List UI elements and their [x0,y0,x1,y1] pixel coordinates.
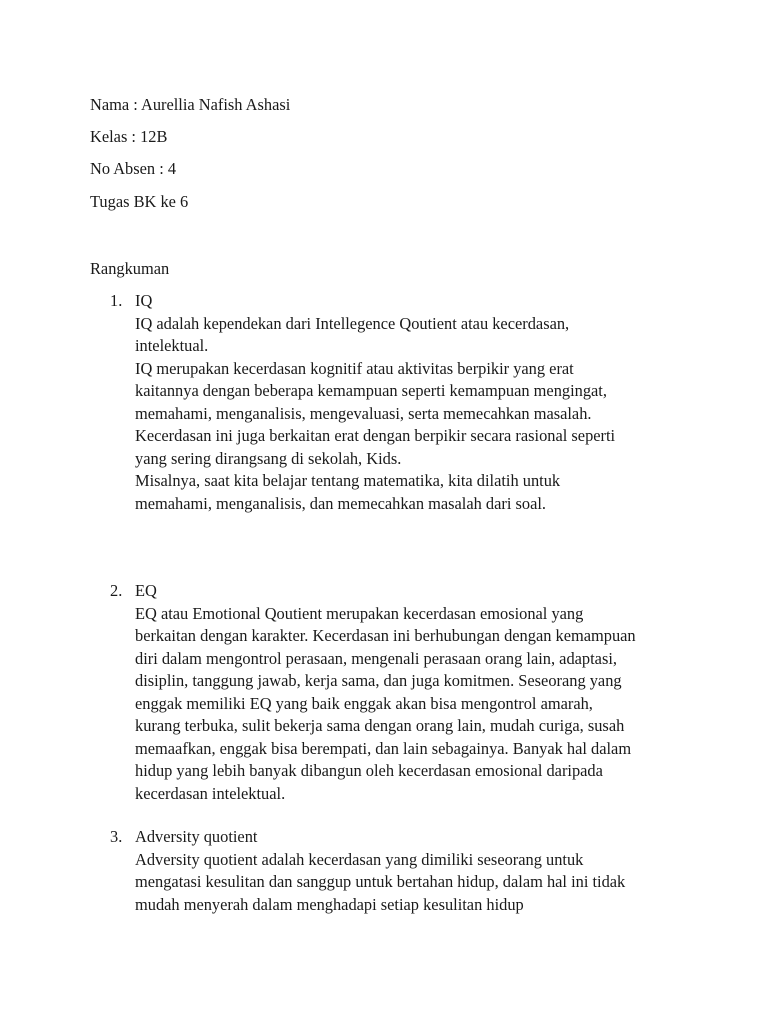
body-line: memahami, menganalisis, dan memecahkan masalah dari soal. [135,493,546,513]
body-line: IQ adalah kependekan dari Intellegence Qoutient atau kecerdasan, [135,313,570,333]
section-heading: IQ [135,291,153,310]
section-number: 2. [110,581,123,600]
section-number: 1. [110,291,123,310]
body-line: Kecerdasan ini juga berkaitan erat dengan berpikir secara rasional seperti [135,426,616,445]
section-body [135,603,636,806]
body-line: diri dalam mengontrol perasaan, mengenali perasaan orang lain, adaptasi, [135,648,617,668]
body-line: Misalnya, saat kita belajar tentang matematika, kita dilatih untuk [135,471,561,490]
body-line: intelektual. [135,336,209,355]
body-line: kaitannya dengan beberapa kemampuan seperti kemampuan mengingat, [135,381,607,400]
student-class: Kelas : 12B [90,127,168,146]
section-body [135,313,615,516]
body-line: berkaitan dengan karakter. Kecerdasan ini berhubungan dengan kemampuan [135,626,636,645]
assignment-title: Tugas BK ke 6 [90,192,189,211]
body-line: mengatasi kesulitan dan sanggup untuk bertahan hidup, dalam hal ini tidak [135,872,626,891]
section-heading: Adversity quotient [135,827,258,846]
section-number: 3. [110,827,123,846]
body-line: kurang terbuka, sulit bekerja sama dengan orang lain, mudah curiga, susah [135,716,625,735]
body-line: hidup yang lebih banyak dibangun oleh kecerdasan emosional daripada [135,761,603,780]
body-line: EQ atau Emotional Qoutient merupakan kecerdasan emosional yang [135,603,584,623]
body-line: mudah menyerah dalam menghadapi setiap kesulitan hidup [135,894,524,914]
body-line: enggak memiliki EQ yang baik enggak akan bisa mengontrol amarah, [135,693,593,713]
summary-heading: Rangkuman [90,259,170,278]
student-name: Nama : Aurellia Nafish Ashasi [90,95,291,114]
body-line: IQ merupakan kecerdasan kognitif atau aktivitas berpikir yang erat [135,358,574,378]
body-line: Adversity quotient adalah kecerdasan yang dimiliki seseorang untuk [135,849,584,869]
section-heading: EQ [135,581,157,600]
body-line: memahami, menganalisis, mengevaluasi, serta memecahkan masalah. [135,403,592,423]
body-line: yang sering dirangsang di sekolah, Kids. [135,448,402,468]
section-body [135,849,625,917]
body-line: memaafkan, enggak bisa berempati, dan lain sebagainya. Banyak hal dalam [135,738,632,758]
student-absence-number: No Absen : 4 [90,159,177,178]
body-line: kecerdasan intelektual. [135,783,286,803]
body-line: disiplin, tanggung jawab, kerja sama, dan juga komitmen. Seseorang yang [135,671,622,690]
